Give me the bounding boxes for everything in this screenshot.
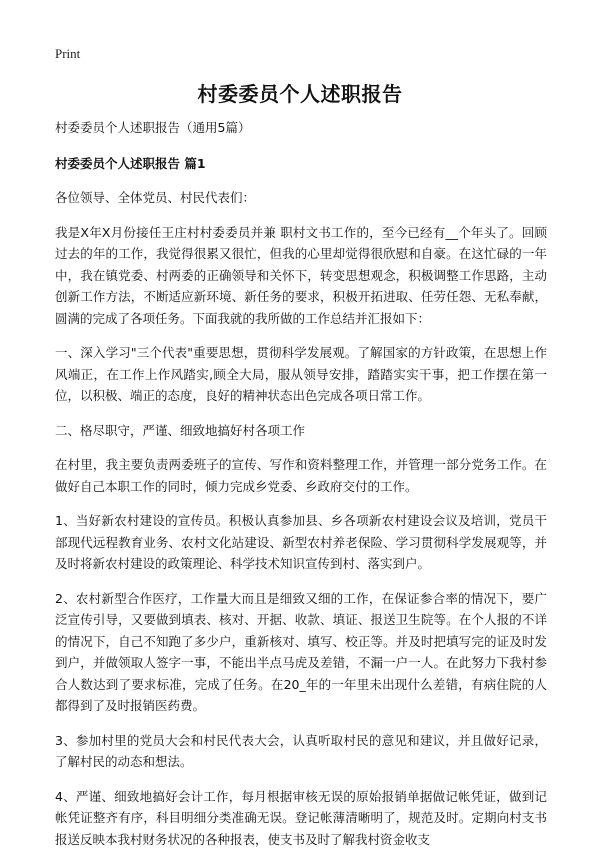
page-title: 村委委员个人述职报告	[197, 82, 403, 106]
document-body	[55, 117, 547, 863]
paragraph-item-1: 1、当好新农村建设的宣传员。积极认真参加县、乡各项新农村建设会议及培训，党员干部现代远程教育业务、农村文化站建设、新型农村养老保险、学习贯彻科学发展观等，并及时将新农村建设的政策理论、科学技术知识宣传到村、落实到户。	[55, 513, 547, 571]
paragraph-item-2: 2、农村新型合作医疗，工作量大而且是细致又细的工作，在保证参合率的情况下，要广泛宣传引导，又要做到填表、核对、开据、收款、填证、报送卫生院等。在个人报的不详的情况下，自己不知跑了多少户，重新核对、填写、校正等。并及时把填写完的证及时发到户，并做领取人签字一事，不能出半点马虎及差错，不漏一户一人。在此努力下我村参合人数达到了要求标准，完成了任务。在20_年的一年里未出现什么差错，有病住院的人都得到了及时报销医药费。	[55, 590, 547, 713]
document-subtitle: 村委委员个人述职报告（通用5篇）	[55, 120, 251, 135]
paragraph-item-4: 4、严谨、细致地搞好会计工作，每月根据审核无误的原始报销单据做记帐凭证，做到记帐凭证整齐有序，科目明细分类准确无误。登记帐薄清晰明了，规范及时。定期向村支书报送反映本我村财务状况的各种报表，使支书及时了解我村资金收支	[55, 788, 547, 847]
paragraph-duties: 在村里，我主要负责两委班子的宣传、写作和资料整理工作，并管理一部分党务工作。在做好自己本职工作的同时，倾力完成乡党委、乡政府交付的工作。	[55, 457, 547, 494]
paragraph-introduction: 我是X年X月份接任王庄村村委委员并兼 职村文书工作的，至今已经有__个年头了。回顾过去的年的工作，我觉得很累又很忙，但我的心里却觉得很欣慰和自豪。在这忙碌的一年中，我在镇党委、村两委的正确领导和关怀下，转变思想观念，积极调整工作思路，主动创新工作方法，不断适应新环境、新任务的要求，积极开拓进取、任劳任怨、无私奉献，圆满的完成了各项任务。下面我就的我所做的工作总结并汇报如下：	[55, 224, 547, 326]
section-heading: 村委委员个人述职报告 篇1	[55, 155, 206, 171]
paragraph-salutation: 各位领导、全体党员、村民代表们：	[55, 190, 256, 205]
paragraph-point-1: 一、深入学习"三个代表"重要思想，贯彻科学发展观。了解国家的方针政策，在思想上作风端正，在工作上作风踏实,顾全大局，服从领导安排，踏踏实实干事，把工作摆在第一位，以积极、端正的态度，良好的精神状态出色完成各项日常工作。	[55, 345, 547, 403]
paragraph-point-2-heading: 二、格尽职守，严谨、细致地搞好村各项工作	[55, 422, 306, 438]
paragraph-item-3: 3、参加村里的党员大会和村民代表大会，认真听取村民的意见和建议，并且做好记录，了解村民的动态和想法。	[55, 732, 547, 769]
print-link[interactable]: Print	[55, 46, 81, 61]
